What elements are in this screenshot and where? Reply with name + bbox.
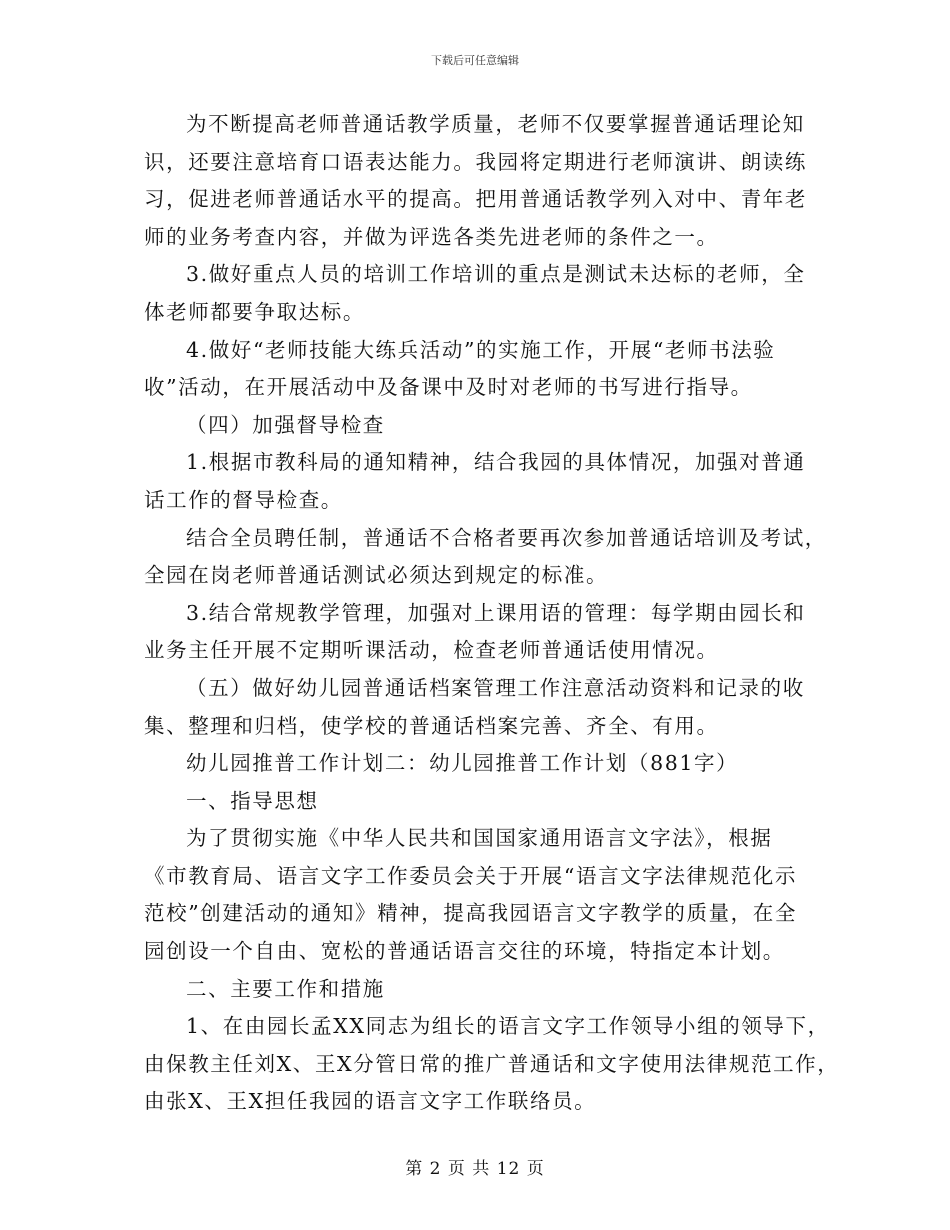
page-header-note: 下载后可任意编辑 <box>431 54 519 67</box>
text-line: 园创设一个自由、宽松的普通话语言交往的环境，特指定本计划。 <box>144 939 785 964</box>
text-line: 一、指导思想 <box>186 788 319 813</box>
text-line: 话工作的督导检查。 <box>144 487 343 512</box>
text-line: 范校”创建活动的通知》精神，提高我园语言文字教学的质量，在全 <box>144 901 797 926</box>
text-line: 全园在岗老师普通话测试必须达到规定的标准。 <box>144 563 609 588</box>
text-line: 4.做好“老师技能大练兵活动”的实施工作，开展“老师书法验 <box>186 337 776 362</box>
text-line: 3.结合常规教学管理，加强对上课用语的管理：每学期由园长和 <box>186 600 806 625</box>
text-line: 体老师都要争取达标。 <box>144 299 365 324</box>
text-line: 由保教主任刘X、王X分管日常的推广普通话和文字使用法律规范工作， <box>144 1051 840 1076</box>
text-line: 师的业务考查内容，并做为评选各类先进老师的条件之一。 <box>144 224 719 249</box>
text-line: 《市教育局、语言文字工作委员会关于开展“语言文字法律规范化示 <box>144 863 797 888</box>
text-line: 1.根据市教科局的通知精神，结合我园的具体情况，加强对普通 <box>186 450 806 475</box>
text-line: 为不断提高老师普通话教学质量，老师不仅要掌握普通话理论知 <box>186 112 805 136</box>
text-line: 由张X、王X担任我园的语言文字工作联络员。 <box>144 1089 597 1114</box>
text-line: 收”活动，在开展活动中及备课中及时对老师的书写进行指导。 <box>144 375 753 400</box>
text-line: 习，促进老师普通话水平的提高。把用普通话教学列入对中、青年老 <box>144 187 807 212</box>
text-line: 结合全员聘任制，普通话不合格者要再次参加普通话培训及考试， <box>186 525 827 550</box>
text-line: 1、在由园长孟XX同志为组长的语言文字工作领导小组的领导下， <box>186 1014 830 1039</box>
text-line: 3.做好重点人员的培训工作培训的重点是测试未达标的老师，全 <box>186 262 806 287</box>
text-line: 识，还要注意培育口语表达能力。我园将定期进行老师演讲、朗读练 <box>144 149 807 174</box>
text-line: 幼儿园推普工作计划二：幼儿园推普工作计划（881字） <box>186 751 739 776</box>
text-line: （五）做好幼儿园普通话档案管理工作注意活动资料和记录的收 <box>186 675 805 700</box>
document-body <box>144 106 840 1121</box>
text-line: 二、主要工作和措施 <box>186 976 385 1001</box>
text-line: 为了贯彻实施《中华人民共和国国家通用语言文字法》，根据 <box>186 826 773 851</box>
page-number-footer: 第 2 页 共 12 页 <box>405 1159 545 1179</box>
text-line: 业务主任开展不定期听课活动，检查老师普通话使用情况。 <box>144 638 719 663</box>
text-line: （四）加强督导检查 <box>186 412 385 437</box>
text-line: 集、整理和归档，使学校的普通话档案完善、齐全、有用。 <box>144 713 719 738</box>
